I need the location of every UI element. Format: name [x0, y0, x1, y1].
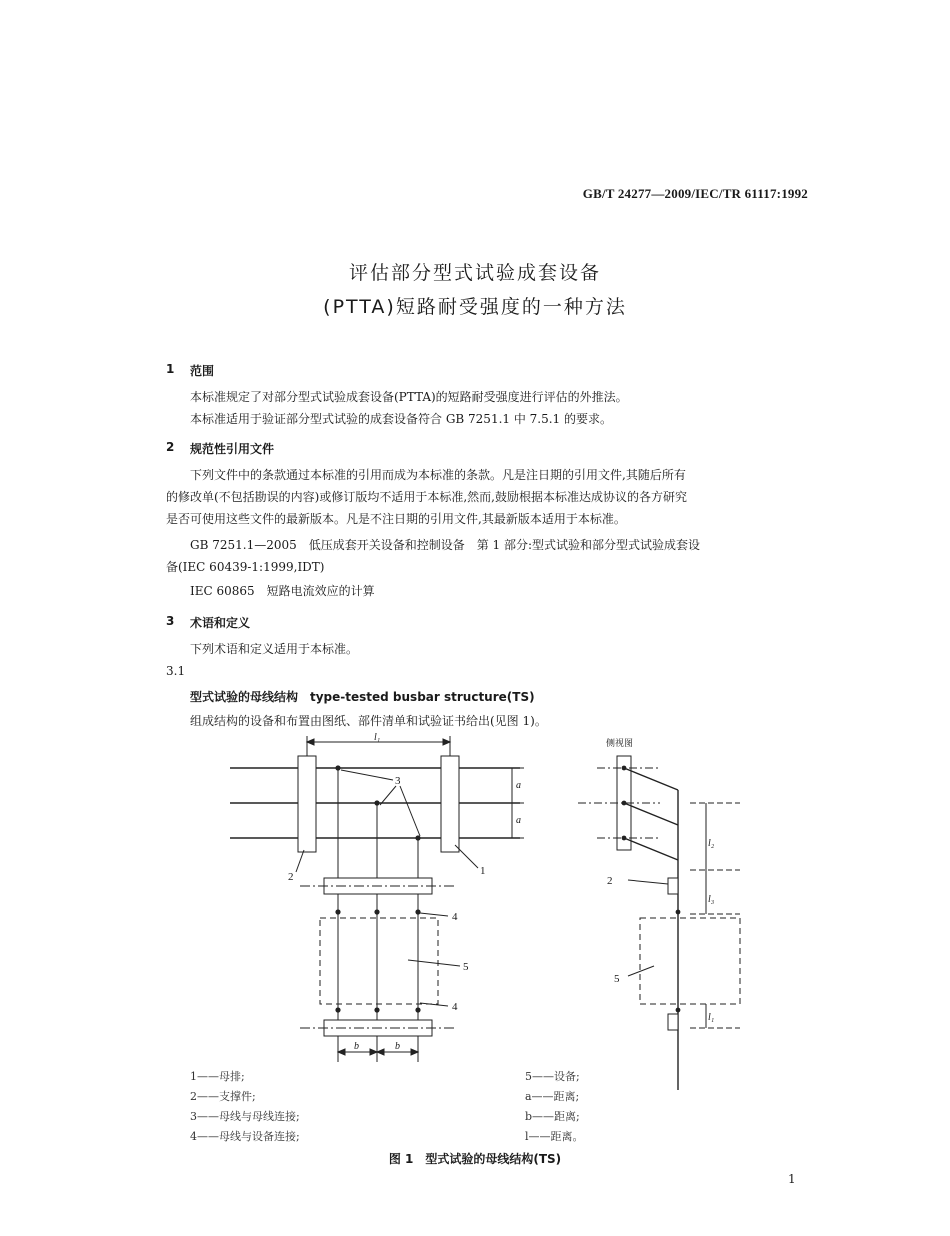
callout-4-lower: 4: [452, 1001, 458, 1013]
section-3-heading: 术语和定义: [190, 616, 251, 630]
section-2-para-line3: 是否可使用这些文件的最新版本。凡是不注日期的引用文件,其最新版本适用于本标准。: [166, 512, 626, 526]
normative-reference-1-line2: 备(IEC 60439-1:1999,IDT): [166, 560, 325, 574]
label-b-right: b: [395, 1041, 400, 1052]
subsection-number: 3.1: [166, 664, 186, 678]
figure-caption: 图 1 型式试验的母线结构(TS): [388, 1152, 562, 1166]
legend-item-1: 1——母排;: [190, 1070, 245, 1083]
label-l1: l₁: [374, 732, 381, 743]
label-b-left: b: [354, 1041, 359, 1052]
label-a-lower: a: [516, 815, 521, 826]
section-2-number: 2: [166, 440, 175, 454]
section-1-para-1: 本标准规定了对部分型式试验成套设备(PTTA)的短路耐受强度进行评估的外推法。: [190, 390, 628, 404]
side-view-equipment-box: [640, 918, 740, 1004]
document-title-line1: 评估部分型式试验成套设备: [348, 262, 601, 284]
legend-item-2: 2——支撑件;: [190, 1090, 256, 1103]
busbar-support-left: [298, 756, 316, 852]
legend-item-a: a——距离;: [525, 1090, 580, 1103]
section-1-number: 1: [166, 362, 175, 376]
standard-number: GB/T 24277—2009/IEC/TR 61117:1992: [582, 186, 808, 201]
side-callout-5: 5: [614, 973, 620, 985]
section-2-para-line2: 的修改单(不包括勘误的内容)或修订版均不适用于本标准,然而,鼓励根据本标准达成协议的各方研究: [166, 490, 687, 504]
side-view-label: 侧视图: [606, 739, 634, 749]
legend-item-b: b——距离;: [525, 1110, 580, 1123]
section-3-para: 下列术语和定义适用于本标准。: [190, 642, 359, 656]
legend-item-4: 4——母线与设备连接;: [190, 1130, 300, 1143]
legend-item-l: l——距离。: [525, 1130, 584, 1143]
legend-item-3: 3——母线与母线连接;: [190, 1110, 300, 1123]
label-l2: l₂: [708, 838, 715, 849]
label-l1-side: l₁: [708, 1012, 715, 1023]
term-heading: 型式试验的母线结构 type-tested busbar structure(TS): [190, 690, 535, 704]
section-1-para-2: 本标准适用于验证部分型式试验的成套设备符合 GB 7251.1 中 7.5.1 的要求。: [190, 412, 613, 426]
busbar-support-right: [441, 756, 459, 852]
section-2-heading: 规范性引用文件: [190, 442, 275, 456]
callout-1: 1: [480, 865, 486, 877]
label-a-upper: a: [516, 780, 521, 791]
callout-4-upper: 4: [452, 911, 458, 923]
side-callout-2: 2: [607, 875, 613, 887]
normative-reference-2: IEC 60865 短路电流效应的计算: [190, 584, 375, 598]
callout-5: 5: [463, 961, 469, 973]
label-l3: l₃: [708, 894, 715, 905]
term-definition: 组成结构的设备和布置由图纸、部件清单和试验证书给出(见图 1)。: [190, 714, 547, 728]
page-number: 1: [788, 1172, 796, 1186]
section-1-heading: 范围: [190, 364, 215, 378]
document-title-line2: (PTTA)短路耐受强度的一种方法: [323, 296, 627, 318]
section-2-para-line1: 下列文件中的条款通过本标准的引用而成为本标准的条款。凡是注日期的引用文件,其随后所有: [190, 468, 686, 482]
normative-reference-1-line1: GB 7251.1—2005 低压成套开关设备和控制设备 第 1 部分:型式试验和部分型式试验成套设: [190, 538, 701, 552]
section-3-number: 3: [166, 614, 175, 628]
legend-item-5: 5——设备;: [525, 1070, 580, 1083]
callout-2: 2: [288, 871, 294, 883]
callout-3: 3: [395, 775, 401, 787]
